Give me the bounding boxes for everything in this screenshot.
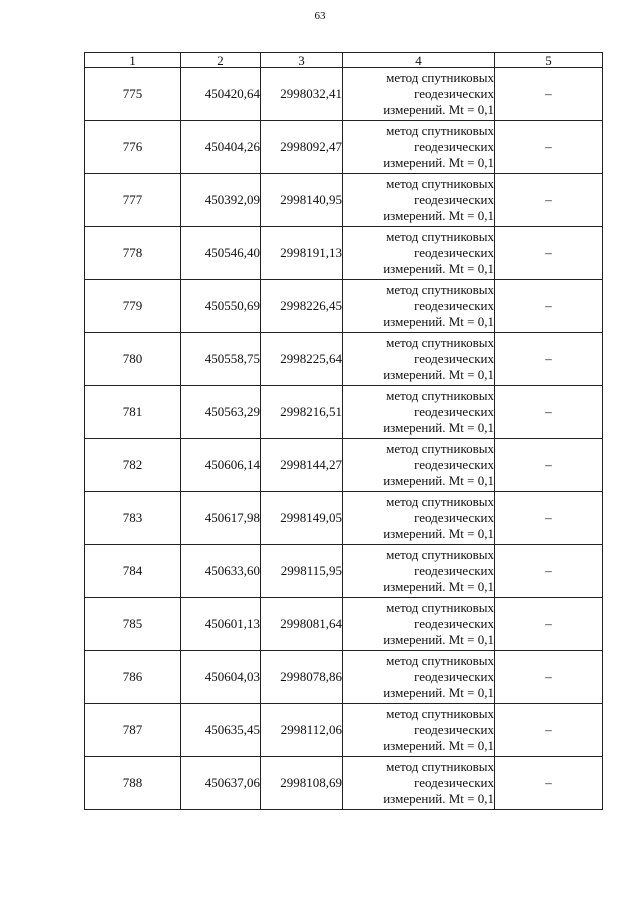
point-number-cell: 783 [85,492,181,545]
method-line-1: метод спутниковых [386,70,494,85]
table-row [85,227,603,280]
description-cell: – [495,333,603,386]
method-cell [343,68,495,121]
point-number-cell: 782 [85,439,181,492]
point-number-cell: 785 [85,598,181,651]
x-coordinate-cell: 450404,26 [181,121,261,174]
table-row [85,121,603,174]
header-col-1: 1 [85,53,181,68]
method-line-3: измерений. Mt = 0,1 [383,738,494,753]
table-row [85,757,603,810]
method-cell [343,121,495,174]
y-coordinate-cell: 2998108,69 [261,757,343,810]
header-row [85,53,603,68]
method-cell [343,598,495,651]
method-line-2: геодезических [414,616,494,631]
method-cell [343,704,495,757]
table-body [85,68,603,810]
point-number-cell: 777 [85,174,181,227]
y-coordinate-cell: 2998149,05 [261,492,343,545]
method-line-3: измерений. Mt = 0,1 [383,685,494,700]
description-cell: – [495,280,603,333]
table-row [85,386,603,439]
description-cell: – [495,704,603,757]
y-coordinate-cell: 2998216,51 [261,386,343,439]
table-row [85,68,603,121]
method-line-1: метод спутниковых [386,547,494,562]
method-line-3: измерений. Mt = 0,1 [383,579,494,594]
header-col-2: 2 [181,53,261,68]
method-line-2: геодезических [414,404,494,419]
method-line-3: измерений. Mt = 0,1 [383,208,494,223]
x-coordinate-cell: 450392,09 [181,174,261,227]
method-line-2: геодезических [414,510,494,525]
method-cell [343,174,495,227]
method-line-3: измерений. Mt = 0,1 [383,367,494,382]
description-cell: – [495,227,603,280]
method-line-1: метод спутниковых [386,229,494,244]
table-row [85,439,603,492]
point-number-cell: 778 [85,227,181,280]
table-row [85,545,603,598]
description-cell: – [495,439,603,492]
method-line-1: метод спутниковых [386,494,494,509]
method-line-2: геодезических [414,139,494,154]
point-number-cell: 787 [85,704,181,757]
table-row [85,704,603,757]
x-coordinate-cell: 450606,14 [181,439,261,492]
method-line-1: метод спутниковых [386,441,494,456]
method-cell [343,651,495,704]
y-coordinate-cell: 2998226,45 [261,280,343,333]
x-coordinate-cell: 450563,29 [181,386,261,439]
method-line-3: измерений. Mt = 0,1 [383,632,494,647]
method-line-1: метод спутниковых [386,335,494,350]
table-header [85,53,603,68]
method-line-3: измерений. Mt = 0,1 [383,261,494,276]
method-line-3: измерений. Mt = 0,1 [383,473,494,488]
method-line-3: измерений. Mt = 0,1 [383,526,494,541]
x-coordinate-cell: 450558,75 [181,333,261,386]
x-coordinate-cell: 450550,69 [181,280,261,333]
method-line-1: метод спутниковых [386,706,494,721]
x-coordinate-cell: 450617,98 [181,492,261,545]
method-line-1: метод спутниковых [386,600,494,615]
x-coordinate-cell: 450637,06 [181,757,261,810]
y-coordinate-cell: 2998032,41 [261,68,343,121]
method-cell [343,333,495,386]
method-line-2: геодезических [414,722,494,737]
point-number-cell: 775 [85,68,181,121]
table-row [85,598,603,651]
y-coordinate-cell: 2998140,95 [261,174,343,227]
point-number-cell: 788 [85,757,181,810]
point-number-cell: 784 [85,545,181,598]
method-line-2: геодезических [414,298,494,313]
method-line-3: измерений. Mt = 0,1 [383,155,494,170]
method-line-2: геодезических [414,457,494,472]
method-line-1: метод спутниковых [386,282,494,297]
method-line-2: геодезических [414,245,494,260]
method-cell [343,227,495,280]
point-number-cell: 779 [85,280,181,333]
y-coordinate-cell: 2998115,95 [261,545,343,598]
page-number: 63 [314,10,326,22]
method-line-1: метод спутниковых [386,653,494,668]
table-row [85,492,603,545]
description-cell: – [495,174,603,227]
description-cell: – [495,651,603,704]
method-line-3: измерений. Mt = 0,1 [383,314,494,329]
method-line-3: измерений. Mt = 0,1 [383,791,494,806]
y-coordinate-cell: 2998191,13 [261,227,343,280]
table-row [85,174,603,227]
table-row [85,280,603,333]
method-cell [343,386,495,439]
table-row [85,651,603,704]
y-coordinate-cell: 2998144,27 [261,439,343,492]
y-coordinate-cell: 2998078,86 [261,651,343,704]
method-line-3: измерений. Mt = 0,1 [383,102,494,117]
table-row [85,333,603,386]
method-line-2: геодезических [414,669,494,684]
x-coordinate-cell: 450633,60 [181,545,261,598]
method-line-1: метод спутниковых [386,176,494,191]
method-line-2: геодезических [414,563,494,578]
description-cell: – [495,492,603,545]
header-col-5: 5 [495,53,603,68]
method-line-2: геодезических [414,192,494,207]
y-coordinate-cell: 2998112,06 [261,704,343,757]
description-cell: – [495,545,603,598]
method-cell [343,439,495,492]
y-coordinate-cell: 2998225,64 [261,333,343,386]
method-line-1: метод спутниковых [386,123,494,138]
header-col-3: 3 [261,53,343,68]
method-line-2: геодезических [414,775,494,790]
method-line-3: измерений. Mt = 0,1 [383,420,494,435]
method-cell [343,492,495,545]
point-number-cell: 776 [85,121,181,174]
x-coordinate-cell: 450420,64 [181,68,261,121]
method-line-2: геодезических [414,351,494,366]
y-coordinate-cell: 2998092,47 [261,121,343,174]
description-cell: – [495,757,603,810]
point-number-cell: 781 [85,386,181,439]
header-col-4: 4 [343,53,495,68]
description-cell: – [495,68,603,121]
method-cell [343,545,495,598]
x-coordinate-cell: 450604,03 [181,651,261,704]
x-coordinate-cell: 450635,45 [181,704,261,757]
x-coordinate-cell: 450546,40 [181,227,261,280]
method-line-1: метод спутниковых [386,388,494,403]
y-coordinate-cell: 2998081,64 [261,598,343,651]
x-coordinate-cell: 450601,13 [181,598,261,651]
method-line-2: геодезических [414,86,494,101]
point-number-cell: 780 [85,333,181,386]
description-cell: – [495,598,603,651]
description-cell: – [495,386,603,439]
point-number-cell: 786 [85,651,181,704]
method-cell [343,757,495,810]
coordinates-table [84,52,603,810]
method-cell [343,280,495,333]
method-line-1: метод спутниковых [386,759,494,774]
description-cell: – [495,121,603,174]
